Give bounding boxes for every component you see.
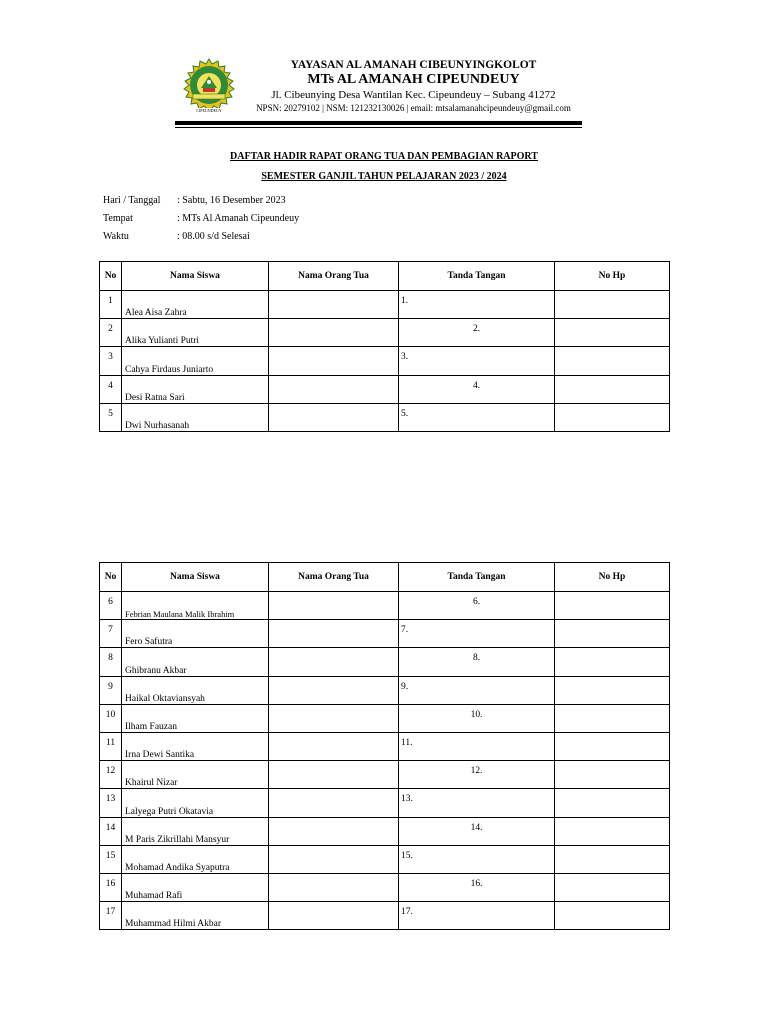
student-name-cell: [122, 676, 269, 704]
phone-cell[interactable]: [555, 817, 670, 845]
signature-cell[interactable]: 14.: [399, 817, 555, 845]
column-header-parent-name: Nama Orang Tua: [269, 563, 399, 592]
row-number: 6: [100, 592, 122, 620]
student-name-cell: [122, 620, 269, 648]
student-name-cell: [122, 761, 269, 789]
parent-name-cell[interactable]: [269, 732, 399, 760]
student-name-cell: [122, 732, 269, 760]
phone-cell[interactable]: [555, 676, 670, 704]
column-header-signature: Tanda Tangan: [399, 262, 555, 291]
column-header-no: No: [100, 563, 122, 592]
letterhead-text: [245, 58, 582, 114]
table-row: [100, 873, 670, 901]
phone-cell[interactable]: [555, 620, 670, 648]
letterhead: [175, 58, 582, 126]
foundation-name: YAYASAN AL AMANAH CIBEUNYINGKOLOT: [290, 59, 537, 71]
signature-cell[interactable]: 11.: [399, 732, 555, 760]
info-row-time: [103, 227, 299, 245]
phone-cell[interactable]: [555, 761, 670, 789]
row-number: 13: [100, 789, 122, 817]
student-name-cell: [122, 403, 269, 431]
table-row: [100, 676, 670, 704]
row-number: 2: [100, 319, 122, 347]
info-label: Hari / Tanggal: [103, 194, 161, 206]
phone-cell[interactable]: [555, 704, 670, 732]
document-subtitle: SEMESTER GANJIL TAHUN PELAJARAN 2023 / 2024: [261, 171, 507, 182]
row-number: 1: [100, 291, 122, 319]
phone-cell[interactable]: [555, 347, 670, 375]
student-name: Alea Aisa Zahra: [125, 308, 187, 319]
phone-cell[interactable]: [555, 403, 670, 431]
student-name-cell: [122, 648, 269, 676]
parent-name-cell[interactable]: [269, 319, 399, 347]
parent-name-cell[interactable]: [269, 704, 399, 732]
student-name-cell: [122, 873, 269, 901]
signature-cell[interactable]: 8.: [399, 648, 555, 676]
row-number: 10: [100, 704, 122, 732]
table-row: [100, 845, 670, 873]
column-header-parent-name: Nama Orang Tua: [269, 262, 399, 291]
info-label: Tempat: [103, 212, 133, 224]
table-row: [100, 592, 670, 620]
row-number: 14: [100, 817, 122, 845]
student-name: Febrian Maulana Malik Ibrahim: [125, 609, 235, 620]
parent-name-cell[interactable]: [269, 620, 399, 648]
student-name: M Paris Zikrillahi Mansyur: [125, 834, 230, 845]
signature-cell[interactable]: 16.: [399, 873, 555, 901]
student-name: Fero Safutra: [125, 637, 173, 648]
student-name: Haikal Oktaviansyah: [125, 693, 205, 704]
meeting-info: [103, 191, 299, 245]
student-name: Khairul Nizar: [125, 778, 178, 789]
column-header-phone: No Hp: [555, 563, 670, 592]
phone-cell[interactable]: [555, 291, 670, 319]
school-address: Jl. Cibeunying Desa Wantilan Kec. Cipeundeuy – Subang 41272: [271, 89, 556, 101]
student-name: Lalyega Putri Okatavia: [125, 806, 214, 817]
table-row: [100, 648, 670, 676]
parent-name-cell[interactable]: [269, 347, 399, 375]
school-contact: NPSN: 20279102 | NSM: 121232130026 | email: mtsalamanahcipeundeuy@gmail.com: [256, 103, 571, 113]
parent-name-cell[interactable]: [269, 375, 399, 403]
parent-name-cell[interactable]: [269, 761, 399, 789]
parent-name-cell[interactable]: [269, 648, 399, 676]
signature-cell[interactable]: 4.: [399, 375, 555, 403]
phone-cell[interactable]: [555, 789, 670, 817]
phone-cell[interactable]: [555, 319, 670, 347]
attendance-table-2: [99, 562, 670, 930]
student-name-cell: [122, 902, 269, 930]
parent-name-cell[interactable]: [269, 817, 399, 845]
signature-cell[interactable]: 7.: [399, 620, 555, 648]
student-name-cell: [122, 789, 269, 817]
row-number: 8: [100, 648, 122, 676]
row-number: 5: [100, 403, 122, 431]
table-row: [100, 319, 670, 347]
table-row: [100, 789, 670, 817]
signature-cell[interactable]: 15.: [399, 845, 555, 873]
student-name: Muhamad Rafi: [125, 891, 183, 902]
document-title: DAFTAR HADIR RAPAT ORANG TUA DAN PEMBAGIAN RAPORT: [230, 151, 538, 162]
signature-cell[interactable]: 6.: [399, 592, 555, 620]
row-number: 11: [100, 732, 122, 760]
info-value: : Sabtu, 16 Desember 2023: [177, 194, 286, 206]
student-name-cell: [122, 319, 269, 347]
row-number: 15: [100, 845, 122, 873]
student-name: Muhammad Hilmi Akbar: [125, 919, 222, 930]
parent-name-cell[interactable]: [269, 902, 399, 930]
table-row: [100, 620, 670, 648]
phone-cell[interactable]: [555, 592, 670, 620]
student-name-cell: [122, 375, 269, 403]
student-name-cell: [122, 845, 269, 873]
column-header-no: No: [100, 262, 122, 291]
info-value: : MTs Al Amanah Cipeundeuy: [177, 212, 300, 224]
table-row: [100, 732, 670, 760]
info-value: : 08.00 s/d Selesai: [177, 230, 250, 242]
parent-name-cell[interactable]: [269, 291, 399, 319]
row-number: 4: [100, 375, 122, 403]
school-emblem-icon: [181, 58, 237, 116]
row-number: 16: [100, 873, 122, 901]
table-row: [100, 761, 670, 789]
row-number: 9: [100, 676, 122, 704]
phone-cell[interactable]: [555, 845, 670, 873]
parent-name-cell[interactable]: [269, 676, 399, 704]
phone-cell[interactable]: [555, 902, 670, 930]
info-row-place: [103, 209, 299, 227]
student-name-cell: [122, 592, 269, 620]
phone-cell[interactable]: [555, 648, 670, 676]
parent-name-cell[interactable]: [269, 789, 399, 817]
row-number: 3: [100, 347, 122, 375]
parent-name-cell[interactable]: [269, 873, 399, 901]
student-name: Dwi Nurhasanah: [125, 420, 190, 431]
student-name: Desi Ratna Sari: [125, 392, 185, 403]
logo-caption: CIPEUNDEUY: [189, 108, 229, 114]
student-name: Alika Yulianti Putri: [125, 336, 200, 347]
table-row: [100, 704, 670, 732]
student-name-cell: [122, 347, 269, 375]
table-row: [100, 375, 670, 403]
student-name-cell: [122, 817, 269, 845]
column-header-phone: No Hp: [555, 262, 670, 291]
attendance-table-1: [99, 261, 670, 432]
student-name: Irna Dewi Santika: [125, 750, 195, 761]
row-number: 17: [100, 902, 122, 930]
row-number: 7: [100, 620, 122, 648]
signature-cell[interactable]: 3.: [399, 347, 555, 375]
phone-cell[interactable]: [555, 873, 670, 901]
signature-cell[interactable]: 13.: [399, 789, 555, 817]
info-row-date: [103, 191, 299, 209]
student-name: Cahya Firdaus Juniarto: [125, 364, 214, 375]
column-header-signature: Tanda Tangan: [399, 563, 555, 592]
student-name-cell: [122, 291, 269, 319]
table-header-row: [100, 262, 670, 291]
column-header-student-name: Nama Siswa: [122, 563, 269, 592]
table-row: [100, 347, 670, 375]
signature-cell[interactable]: 5.: [399, 403, 555, 431]
signature-cell[interactable]: 2.: [399, 319, 555, 347]
signature-cell[interactable]: 10.: [399, 704, 555, 732]
signature-cell[interactable]: 1.: [399, 291, 555, 319]
letterhead-divider-thick: [175, 121, 582, 125]
parent-name-cell[interactable]: [269, 845, 399, 873]
student-name: Ilham Fauzan: [125, 721, 177, 732]
row-number: 12: [100, 761, 122, 789]
signature-cell[interactable]: 9.: [399, 676, 555, 704]
parent-name-cell[interactable]: [269, 592, 399, 620]
table-row: [100, 817, 670, 845]
student-name: Mohamad Andika Syaputra: [125, 862, 230, 873]
phone-cell[interactable]: [555, 732, 670, 760]
school-name: MTs AL AMANAH CIPEUNDEUY: [307, 72, 520, 87]
info-label: Waktu: [103, 230, 129, 242]
letterhead-divider-thin: [175, 127, 582, 128]
parent-name-cell[interactable]: [269, 403, 399, 431]
phone-cell[interactable]: [555, 375, 670, 403]
signature-cell[interactable]: 17.: [399, 902, 555, 930]
signature-cell[interactable]: 12.: [399, 761, 555, 789]
table-row: [100, 902, 670, 930]
column-header-student-name: Nama Siswa: [122, 262, 269, 291]
table-row: [100, 403, 670, 431]
table-row: [100, 291, 670, 319]
student-name: Ghibranu Akbar: [125, 665, 187, 676]
table-header-row: [100, 563, 670, 592]
student-name-cell: [122, 704, 269, 732]
